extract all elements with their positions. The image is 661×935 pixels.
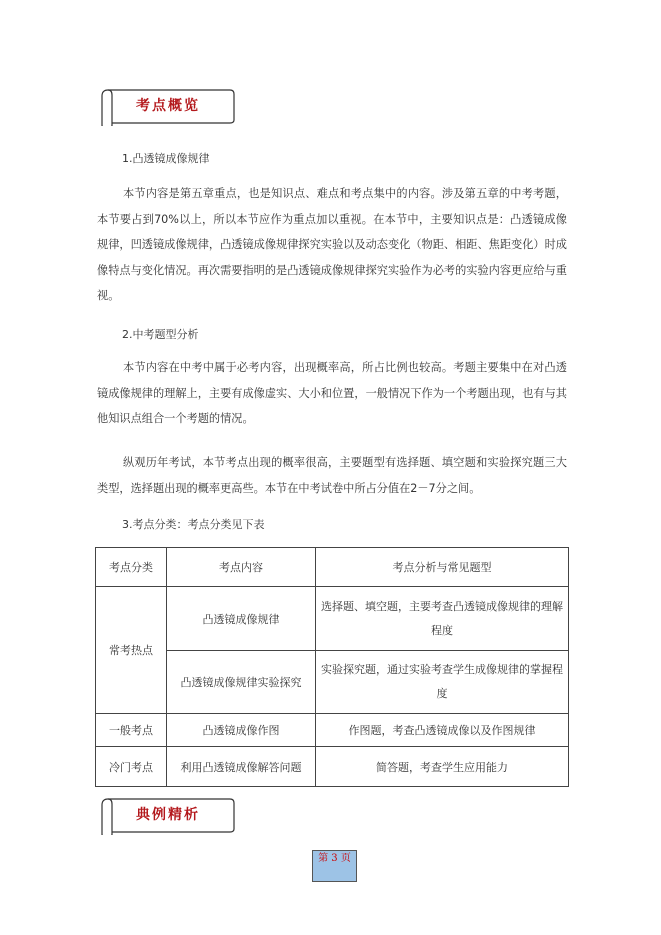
topics-table bbox=[95, 547, 569, 787]
banner-title: 考点概览 bbox=[136, 98, 200, 114]
analysis-cell: 简答题，考查学生应用能力 bbox=[316, 747, 569, 787]
category-cell: 一般考点 bbox=[96, 714, 167, 747]
table-header-row bbox=[96, 548, 569, 587]
page-number: 第 3 页 bbox=[312, 850, 357, 882]
analysis-cell: 作图题，考查凸透镜成像以及作图规律 bbox=[316, 714, 569, 747]
section-heading-3: 3.考点分类：考点分类见下表 bbox=[122, 518, 265, 531]
content-cell: 凸透镜成像规律实验探究 bbox=[167, 651, 316, 714]
banner-title: 典例精析 bbox=[136, 807, 200, 823]
table-row bbox=[96, 714, 569, 747]
category-cell: 冷门考点 bbox=[96, 747, 167, 787]
section-banner-overview bbox=[100, 86, 236, 126]
header-cell: 考点分类 bbox=[96, 548, 167, 587]
table-row bbox=[96, 651, 569, 714]
paragraph-lens-rules: 本节内容是第五章重点，也是知识点、难点和考点集中的内容。涉及第五章的中考考题，本节要占到70%以上，所以本节应作为重点加以重视。在本节中，主要知识点是：凸透镜成像规律，凹透镜成像规律，凸透镜成像规律探究实验以及动态变化（物距、相距、焦距变化）时成像特点与变化情况。再次需要指明的是凸透镜成像规律探究实验作为必考的实验内容更应给与重视。 bbox=[97, 187, 567, 302]
analysis-cell: 实验探究题，通过实验考查学生成像规律的掌握程度 bbox=[316, 651, 569, 714]
analysis-cell: 选择题、填空题，主要考查凸透镜成像规律的理解程度 bbox=[316, 587, 569, 651]
paragraph-exam-history: 纵观历年考试，本节考点出现的概率很高，主要题型有选择题、填空题和实验探究题三大类型，选择题出现的概率更高些。本节在中考试卷中所占分值在2－7分之间。 bbox=[97, 456, 567, 495]
section-heading-1: 1.凸透镜成像规律 bbox=[122, 152, 210, 165]
category-cell: 常考热点 bbox=[96, 587, 167, 714]
table-row bbox=[96, 747, 569, 787]
header-cell: 考点内容 bbox=[167, 548, 316, 587]
content-cell: 凸透镜成像作图 bbox=[167, 714, 316, 747]
paragraph-question-types: 本节内容在中考中属于必考内容，出现概率高，所占比例也较高。考题主要集中在对凸透镜成像规律的理解上，主要有成像虚实、大小和位置，一般情况下作为一个考题出现，也有与其他知识点组合一个考题的情况。 bbox=[97, 361, 567, 425]
section-heading-2: 2.中考题型分析 bbox=[122, 328, 199, 341]
content-cell: 凸透镜成像规律 bbox=[167, 587, 316, 651]
content-cell: 利用凸透镜成像解答问题 bbox=[167, 747, 316, 787]
header-cell: 考点分析与常见题型 bbox=[316, 548, 569, 587]
table-row bbox=[96, 587, 569, 651]
section-banner-examples bbox=[100, 795, 236, 835]
